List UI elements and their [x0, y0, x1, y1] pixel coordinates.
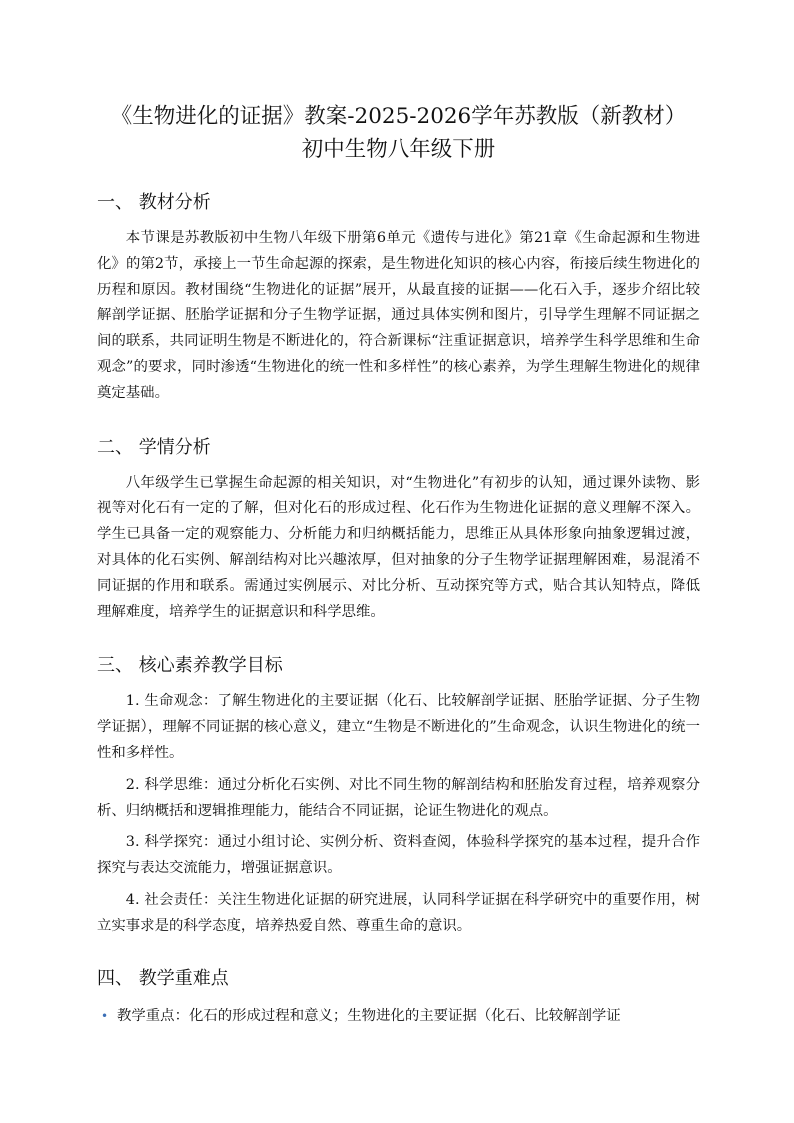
textbook-analysis-paragraph: 本节课是苏教版初中生物八年级下册第6单元《遗传与进化》第21章《生命起源和生物进化》的第2节，承接上一节生命起源的探索，是生物进化知识的核心内容，衔接后续生物进化的历程和原因。教材围绕“生物进化的证据”展开，从最直接的证据——化石入手，逐步介绍比较解剖学证据、胚胎学证据和分子生物学证据，通过具体实例和图片，引导学生理解不同证据之间的联系，共同证明生物是不断进化的，符合新课标“注重证据意识，培养学生科学思维和生命观念”的要求，同时渗透“生物进化的统一性和多样性”的核心素养，为学生理解生物进化的规律奠定基础。 — [97, 230, 700, 401]
section-heading-teaching-objectives: 三、 核心素养教学目标 — [97, 655, 283, 677]
document-title — [97, 100, 700, 166]
objective-scientific-inquiry: 3. 科学探究：通过小组讨论、实例分析、资料查阅，体验科学探究的基本过程，提升合作探究与表达交流能力，增强证据意识。 — [97, 834, 700, 877]
key-point-text: 教学重点：化石的形成过程和意义；生物进化的主要证据（化石、比较解剖学证 — [117, 1007, 621, 1024]
bullet-dot-icon: • — [101, 1008, 109, 1023]
objective-life-concept: 1. 生命观念：了解生物进化的主要证据（化石、比较解剖学证据、胚胎学证据、分子生物学证据），理解不同证据的核心意义，建立“生物是不断进化的”生命观念，认识生物进化的统一性和多样性。 — [97, 693, 700, 761]
student-analysis-paragraph: 八年级学生已掌握生命起源的相关知识，对“生物进化”有初步的认知，通过课外读物、影视等对化石有一定的了解，但对化石的形成过程、化石作为生物进化证据的意义理解不深入。学生已具备一定的观察能力、分析能力和归纳概括能力，思维正从具体形象向抽象逻辑过渡，对具体的化石实例、解剖结构对比兴趣浓厚，但对抽象的分子生物学证据理解困难，易混淆不同证据的作用和联系。需通过实例展示、对比分析、互动探究等方式，贴合其认知特点，降低理解难度，培养学生的证据意识和科学思维。 — [97, 474, 700, 620]
section-heading-key-points: 四、 教学重难点 — [97, 967, 229, 989]
objective-scientific-thinking: 2. 科学思维：通过分析化石实例、对比不同生物的解剖结构和胚胎发育过程，培养观察分析、归纳概括和逻辑推理能力，能结合不同证据，论证生物进化的观点。 — [97, 776, 700, 819]
section-heading-textbook-analysis: 一、 教材分析 — [97, 192, 211, 213]
list-item — [97, 1004, 700, 1030]
document-title-line-1: 《生物进化的证据》教案-2025-2026学年苏教版（新教材） — [110, 104, 687, 129]
document-title-line-2: 初中生物八年级下册 — [301, 137, 496, 162]
key-points-list — [97, 1004, 700, 1030]
objective-social-responsibility: 4. 社会责任：关注生物进化证据的研究进展，认同科学证据在科学研究中的重要作用，树立实事求是的科学态度，培养热爱自然、尊重生命的意识。 — [97, 891, 700, 934]
section-heading-student-analysis: 二、 学情分析 — [97, 436, 211, 458]
